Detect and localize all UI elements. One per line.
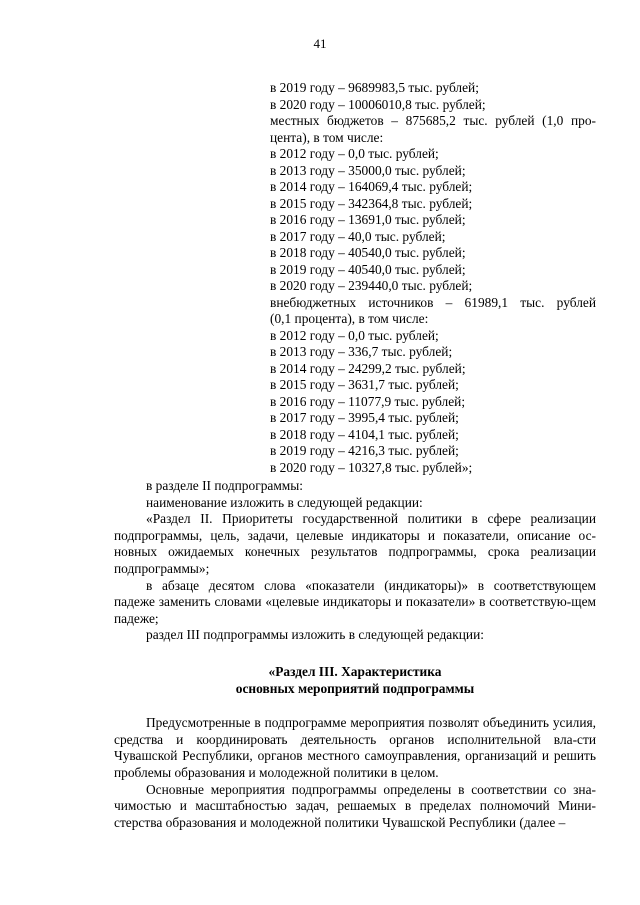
local-budget-year-line: в 2013 году – 35000,0 тыс. рублей; xyxy=(270,162,466,178)
section-heading-line: «Раздел III. Характеристика xyxy=(268,663,442,679)
section-heading-line: основных мероприятий подпрограммы xyxy=(235,680,475,696)
extra-budget-year-line: в 2014 году – 24299,2 тыс. рублей; xyxy=(270,360,466,376)
paragraph: в разделе II подпрограммы: xyxy=(146,478,303,493)
extra-budget-line: (0,1 процента), в том числе: xyxy=(270,311,429,326)
local-budget-year-line: в 2018 году – 40540,0 тыс. рублей; xyxy=(270,245,466,260)
section-heading xyxy=(114,664,596,697)
local-budget-year-line: в 2016 году – 13691,0 тыс. рублей; xyxy=(270,212,466,227)
local-budgets-line: местных бюджетов – 875685,2 тыс. рублей (1,0 про- xyxy=(270,113,596,128)
financing-line: в 2020 году – 10006010,8 тыс. рублей; xyxy=(270,96,486,112)
local-budget-year-line: в 2015 году – 342364,8 тыс. рублей; xyxy=(270,195,473,211)
extra-budget-year-line: в 2019 году – 4216,3 тыс. рублей; xyxy=(270,443,459,458)
paragraph: наименование изложить в следующей редакции: xyxy=(146,494,423,510)
financing-line: в 2019 году – 9689983,5 тыс. рублей; xyxy=(270,80,479,95)
paragraph: в абзаце десятом слова «показатели (индикаторы)» в соответствующем падеже заменить словами «целевые индикаторы и показатели» в соответствую-щем падеже; xyxy=(114,577,596,626)
financing-block xyxy=(270,80,596,476)
extra-budget-year-line: в 2013 году – 336,7 тыс. рублей; xyxy=(270,344,453,359)
local-budget-year-line: в 2012 году – 0,0 тыс. рублей; xyxy=(270,146,439,161)
extra-budget-year-line: в 2020 году – 10327,8 тыс. рублей»; xyxy=(270,459,473,475)
extra-budget-year-line: в 2016 году – 11077,9 тыс. рублей; xyxy=(270,393,466,409)
local-budget-year-line: в 2017 году – 40,0 тыс. рублей; xyxy=(270,228,446,244)
page-number: 41 xyxy=(313,36,327,51)
local-budget-year-line: в 2014 году – 164069,4 тыс. рублей; xyxy=(270,179,473,194)
extra-budget-year-line: в 2018 году – 4104,1 тыс. рублей; xyxy=(270,426,459,442)
body-text xyxy=(114,478,596,831)
paragraph: Предусмотренные в подпрограмме мероприятия позволят объединить усилия, средства и координировать деятельность органов исполнительной вла-сти Чувашской Республики, органов местного самоуправления, организаций и решить проблемы образования и молодежной политики в целом. xyxy=(114,715,596,780)
extra-budget-year-line: в 2012 году – 0,0 тыс. рублей; xyxy=(270,327,439,343)
paragraph: Основные мероприятия подпрограммы определены в соответствии со зна-чимостью и масштабностью задач, решаемых в пределах полномочий Мини-стерства образования и молодежной политики Чувашской Республики (далее – xyxy=(114,781,596,830)
extra-budget-year-line: в 2015 году – 3631,7 тыс. рублей; xyxy=(270,377,459,392)
extra-budget-year-line: в 2017 году – 3995,4 тыс. рублей; xyxy=(270,410,459,425)
extra-budget-line: внебюджетных источников – 61989,1 тыс. рублей xyxy=(270,294,596,310)
local-budgets-line: цента), в том числе: xyxy=(270,129,384,145)
local-budget-year-line: в 2020 году – 239440,0 тыс. рублей; xyxy=(270,278,473,293)
paragraph: раздел III подпрограммы изложить в следующей редакции: xyxy=(146,627,484,643)
paragraph: «Раздел II. Приоритеты государственной политики в сфере реализации подпрограммы, цель, задачи, целевые индикаторы и показатели, описание ос-новных ожидаемых конечных результатов подпрограммы, срока реализации подпрограммы»; xyxy=(114,511,596,576)
local-budget-year-line: в 2019 году – 40540,0 тыс. рублей; xyxy=(270,261,466,277)
